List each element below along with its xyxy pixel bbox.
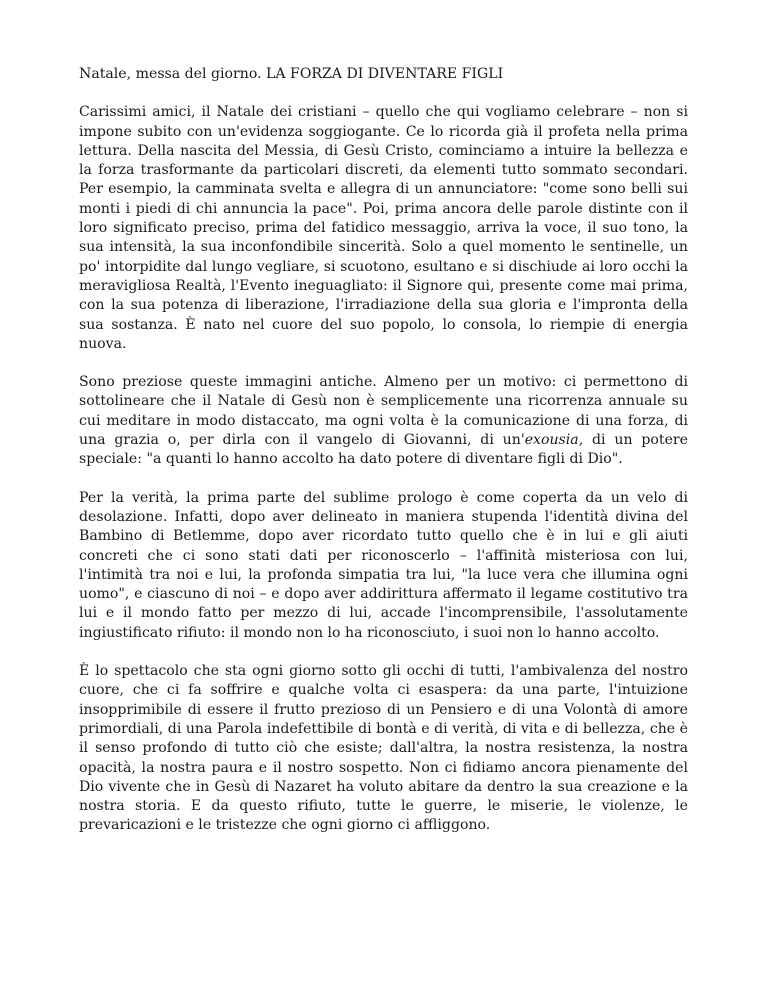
document-title: Natale, messa del giorno. LA FORZA DI DIVENTARE FIGLI xyxy=(79,66,504,82)
paragraph-2-text-after: , di un potere speciale: "a quanti lo hanno accolto ha dato potere di diventare figli di Dio". xyxy=(79,432,688,468)
paragraph-1: Carissimi amici, il Natale dei cristiani – quello che qui vogliamo celebrare – non si impone subito con un'evidenza soggiogante. Ce lo ricorda già il profeta nella prima lettura. Della nascita del Messia, di Gesù Cristo, cominciamo a intuire la bellezza e la forza trasformante da particolari discreti, da elementi tutto sommato secondari. Per esempio, la camminata svelta e allegra di un annunciatore: "come sono belli sui monti i piedi di chi annuncia la pace". Poi, prima ancora delle parole distinte con il loro significato preciso, prima del fatidico messaggio, arriva la voce, il suo tono, la sua intensità, la sua inconfondibile sincerità. Solo a quel momento le sentinelle, un po' intorpidite dal lungo vegliare, si scuotono, esultano e si dischiude ai loro occhi la meravigliosa Realtà, l'Evento ineguagliato: il Signore qui, presente come mai prima, con la sua potenza di liberazione, l'irradiazione della sua gloria e l'impronta della sua sostanza. È nato nel cuore del suo popolo, lo consola, lo riempie di energia nuova. xyxy=(79,104,688,352)
document-body xyxy=(79,65,688,836)
paragraph-3: Per la verità, la prima parte del sublime prologo è come coperta da un velo di desolazione. Infatti, dopo aver delineato in maniera stupenda l'identità divina del Bambino di Betlemme, dopo aver ricordato tutto quello che è in lui e gli aiuti concreti che ci sono stati dati per riconoscerlo – l'affinità misteriosa con lui, l'intimità tra noi e lui, la profonda simpatia tra lui, "la luce vera che illumina ogni uomo", e ciascuno di noi – e dopo aver addirittura affermato il legame costitutivo tra lui e il mondo fatto per mezzo di lui, accade l'incomprensibile, l'assolutamente ingiustificato rifiuto: il mondo non lo ha riconosciuto, i suoi non lo hanno accolto. xyxy=(79,489,688,641)
paragraph-2-text-before: Sono preziose queste immagini antiche. Almeno per un motivo: ci permettono di sottolineare che il Natale di Gesù non è semplicemente una ricorrenza annuale su cui meditare in modo distaccato, ma ogni volta è la comunicazione di una forza, di una grazia o, per dirla con il vangelo di Giovanni, di un' xyxy=(79,374,688,449)
paragraph-2-italic-word: exousia xyxy=(524,432,579,449)
paragraph-4: È lo spettacolo che sta ogni giorno sotto gli occhi di tutti, l'ambivalenza del nostro cuore, che ci fa soffrire e qualche volta ci esaspera: da una parte, l'intuizione insopprimibile di essere il frutto prezioso di un Pensiero e di una Volontà di amore primordiali, di una Parola indefettibile di bontà e di verità, di vita e di bellezza, che è il senso profondo di tutto ciò che esiste; dall'altra, la nostra resistenza, la nostra opacità, la nostra paura e il nostro sospetto. Non ci fidiamo ancora pienamente del Dio vivente che in Gesù di Nazaret ha voluto abitare da dentro la sua creazione e la nostra storia. E da questo rifiuto, tutte le guerre, le miserie, le violenze, le prevaricazioni e le tristezze che ogni giorno ci affliggono. xyxy=(79,663,688,834)
paragraph-2 xyxy=(79,373,688,469)
